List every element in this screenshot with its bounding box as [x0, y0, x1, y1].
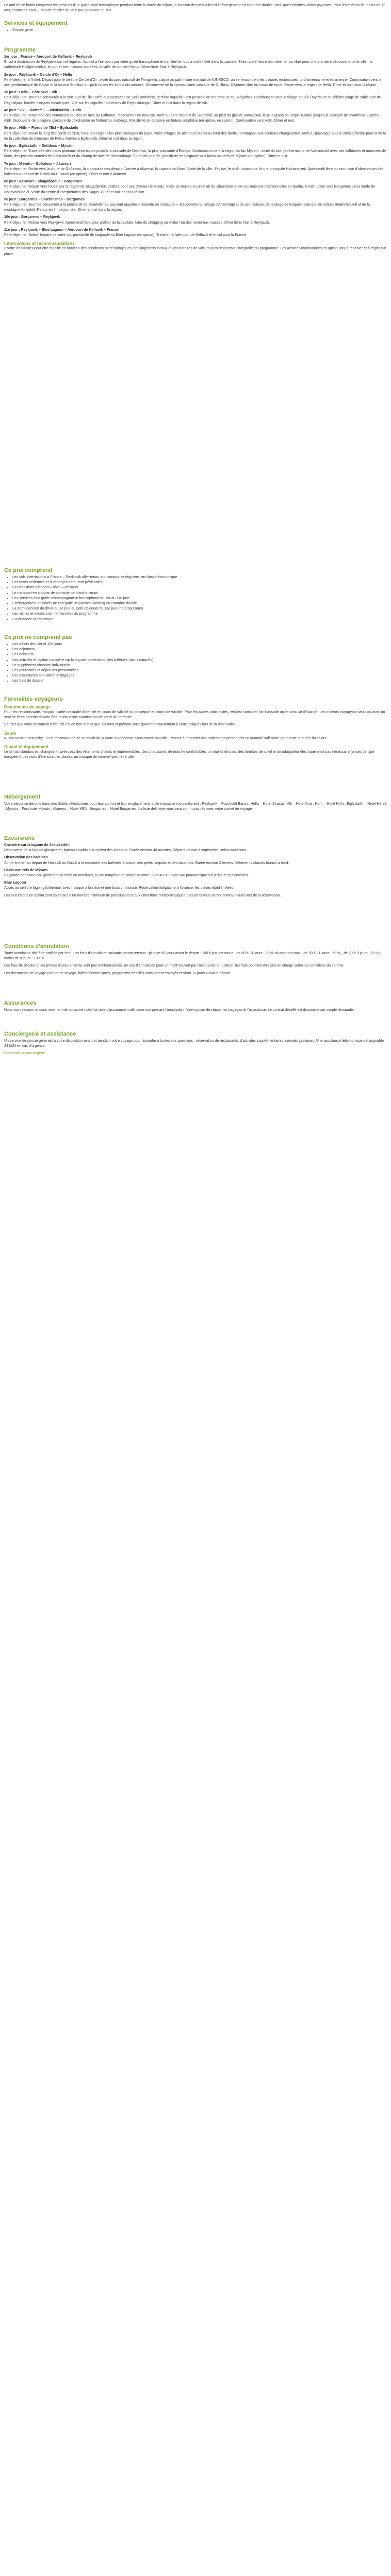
list-item: • Les visites et excursions mentionnées au programme — [12, 612, 387, 617]
day-11 — [4, 228, 387, 238]
services-list — [4, 28, 387, 33]
formalities-title: Formalités voyageurs — [4, 696, 63, 702]
day-text: Petit-déjeuner. Route le long des fjords de l'Est, l'une des régions les plus sauvages du pays. Petits villages de pêcheurs blottis au fond des fjords, montagnes aux couleurs changeantes. Arrêt à Djúpivogur puis à Stöðvarfjörður pour la visite de la collection de minéraux de Petra. Arrivée à Egilsstaðir. Dîner et nuit dans la région. — [4, 131, 386, 141]
day-heading: 2e jour : Reykjavik – Cercle d'Or – Hella — [4, 73, 72, 77]
excursion-heading: Bains naturels de Mývatn — [4, 868, 48, 872]
concierge-text: Un service de conciergerie est à votre disposition avant et pendant votre voyage pour répondre à toutes vos questions : réservation de restaurants, d'activités supplémentaires, conseils pratiques. Une assistance téléphonique est joignable 24 h/24 en cas d'urgence. — [4, 1039, 384, 1048]
day-9 — [4, 197, 387, 213]
excursions-title: Excursions — [4, 835, 35, 841]
conditions-text: Les frais de dossier et les primes d'assurance ne sont pas remboursables. En cas d'annulation pour un motif couvert par l'assurance annulation, les frais pourront être pris en charge selon les conditions du contrat. — [4, 964, 344, 968]
hotels-text: Votre séjour se déroule dans des hôtels sélectionnés pour leur confort et leur emplacement. Liste indicative (ou similaires) : Reykjavik – Fosshotel Baron ; Hella – Hotel Stracta ; Vík – Hotel Kría ; Höfn – Hotel Höfn ; Egilsstaðir – Hotel Hérað ; Mývatn – Fosshotel Mývatn ; Akureyri – Hotel KEA ; Borgarnes – Hotel Borgarnes. La liste définitive vous sera communiquée avec votre carnet de voyage. — [4, 802, 387, 811]
travel-docs-text: Les documents de voyage (carnet de voyage, billets électroniques, programme détaillé) vous seront envoyés environ 10 jours avant le départ. — [4, 971, 231, 975]
excursion-item — [4, 868, 387, 878]
intro-section — [4, 3, 387, 15]
intro-text: Le tarif de ce forfait comprend les services d'un guide local francophone pendant toute la durée du séjour, la location des véhicules et l'hébergement en chambre double, ainsi que certaines visites payantes. Pour les enfants de moins de 12 ans, contactez-nous. Frais de dossier de 35 € par personne en sus. — [4, 4, 385, 13]
day-4 — [4, 108, 387, 124]
day-text: Petit-déjeuner. Route vers la chute de Goðafoss, la « cascade des dieux ». Arrivée à Akureyri, la capitale du Nord. Visite de la ville : l'église, le jardin botanique, la rue principale Hafnarstræti. Après-midi libre ou excursion d'observation des baleines au départ de Dalvík ou Húsavík (en option). Dîner et nuit à Akureyri. — [4, 167, 384, 177]
excluded-section — [4, 634, 387, 686]
excursion-heading: Blue Lagoon — [4, 881, 26, 885]
formalities-section — [4, 696, 387, 762]
day-heading: 10e jour : Borgarnes – Reykjavik — [4, 215, 60, 219]
day-7 — [4, 162, 387, 178]
day-3 — [4, 90, 387, 106]
excursion-heading: Observation des baleines — [4, 856, 48, 860]
day-text: Petit-déjeuner à l'hôtel. Départ pour le célèbre Cercle d'Or : visite du parc national de Thingvellir, classé au patrimoine mondial de l'UNESCO, où se rencontrent les plaques tectoniques nord-américaine et eurasienne. Continuation vers le site géothermique de Geysir et la source Strokkur qui jaillit toutes les cinq à dix minutes. Découverte de la spectaculaire cascade de Gullfoss. Déjeuner libre en cours de route. Route vers la région de Hella. Dîner et nuit dans la région. — [4, 78, 382, 88]
list-item: • Les vols internationaux France – Reykjavik aller-retour sur compagnie régulière, en classe économique — [12, 575, 387, 580]
day-heading: 9e jour : Borgarnes – Snæfellsnes – Borgarnes — [4, 197, 85, 201]
day-text: Petit-déjeuner. Traversée des hauts plateaux désertiques jusqu'à la cascade de Dettifoss, la plus puissante d'Europe. Continuation vers la région du lac Mývatn : visite du site géothermique de Námaskarð avec ses solfatares et marmites de boue, des pseudo-cratères de Skútustaðir et du champ de lave de Dimmuborgir. En fin de journée, possibilité de baignade aux bains naturels de Mývatn (en option). Dîner et nuit. — [4, 149, 386, 159]
day-2 — [4, 73, 387, 89]
included-title: Ce prix comprend — [4, 567, 53, 573]
excursions-note: Les excursions en option sont soumises à un nombre minimum de participants et aux conditions météorologiques. Les tarifs vous seront communiqués lors de la réservation. — [4, 893, 281, 897]
list-item: • Le supplément chambre individuelle — [12, 663, 387, 668]
list-item: • Les taxes aériennes et surcharges carburant (révisables) — [12, 580, 387, 585]
list-item: • Les pourboires et dépenses personnelles — [12, 668, 387, 673]
list-item: • Les boissons — [12, 652, 387, 657]
excursions-section — [4, 835, 387, 901]
climate-title: Climat et équipement — [4, 743, 48, 749]
day-heading: 5e jour : Höfn – Fjords de l'Est – Egilsstaðir — [4, 126, 79, 130]
hotels-title: Hébergement — [4, 794, 41, 800]
day-1 — [4, 55, 387, 71]
excluded-title: Ce prix ne comprend pas — [4, 634, 72, 640]
programme-note-title: Informations et recommandations — [4, 241, 75, 246]
day-text: Petit-déjeuner. Retour vers Reykjavik. Après-midi libre pour profiter de la capitale, faire du shopping ou visiter l'un des nombreux musées. Dîner libre. Nuit à Reykjavik. — [4, 221, 270, 225]
included-section — [4, 567, 387, 624]
health-title: Santé — [4, 730, 17, 736]
day-text: Petit-déjeuner. Selon l'horaire de votre vol, possibilité de baignade au Blue Lagoon (en option). Transfert à l'aéroport de Keflavik et envol pour la France. — [4, 233, 248, 238]
formalities-text: Vérifiez que votre document d'identité est en bon état et que les nom et prénom correspondent exactement à ceux indiqués lors de la réservation. — [4, 723, 237, 727]
day-8 — [4, 179, 387, 195]
day-6 — [4, 144, 387, 160]
day-heading: 7e jour : Mývatn – Goðafoss – Akureyri — [4, 162, 71, 166]
excursion-item — [4, 843, 387, 853]
concierge-section — [4, 1030, 387, 1057]
programme-title: Programme — [4, 47, 36, 53]
day-text: Petit-déjeuner. Départ vers l'ouest par la région de Skagafjörður, célèbre pour ses chevaux islandais. Visite du musée en plein air de Glaumbær et de ses maisons traditionnelles en tourbe. Continuation vers Borgarnes via la lande de Holtavörðuheiði. Visite du centre d'interprétation des Sagas. Dîner et nuit dans la région. — [4, 185, 376, 194]
day-text: Petit-déjeuner. Journée consacrée à la côte sud de l'île : arrêt aux cascades de Seljalandsfoss, derrière laquelle il est possible de marcher, et de Skógafoss. Continuation vers le village de Vík í Mýrdal et sa célèbre plage de sable noir de Reynisfjara, bordée d'orgues basaltiques. Vue sur les aiguilles rocheuses de Reynisdrangar. Dîner et nuit dans la région de Vík. — [4, 96, 381, 105]
health-text: Aucun vaccin n'est exigé. Il est recommandé de se munir de la carte européenne d'assurance maladie. Pensez à emporter vos traitements personnels en quantité suffisante pour toute la durée du séjour. — [4, 736, 328, 740]
services-section — [4, 20, 387, 35]
excursion-text: Baignade dans une eau géothermale riche en minéraux, à une température comprise entre 36 et 40 °C, avec vue panoramique sur le lac et ses environs. — [4, 874, 249, 878]
insurance-text: Nous vous recommandons vivement de souscrire notre formule d'assurance multirisque comprenant l'annulation, l'interruption de séjour, les bagages et l'assistance. Le contrat détaillé est disponible sur simple demande. — [4, 1008, 354, 1012]
included-list — [4, 575, 387, 622]
climate-text: Le climat islandais est changeant : prévoyez des vêtements chauds et imperméables, des chaussures de marche confortables, un maillot de bain, des lunettes de soleil et un adaptateur électrique n'est pas nécessaire (prises de type européen). Les nuits d'été sont très claires, un masque de sommeil peut être utile. — [4, 750, 374, 759]
day-heading: 11e jour : Reykjavik – Blue Lagoon – Aéroport de Keflavik – France — [4, 228, 119, 232]
list-item: • La demi-pension du dîner du 2e jour au petit-déjeuner du 11e jour (hors boissons) — [12, 606, 387, 612]
day-5 — [4, 126, 387, 142]
list-item: • L'hébergement en hôtels de catégorie 3* (normes locales) en chambre double — [12, 601, 387, 606]
day-text: Petit-déjeuner. Traversée des immenses coulées de lave du Eldhraun, recouvertes de mousse. Arrêt au parc national de Skaftafell, au pied du glacier Vatnajökull, le plus grand d'Europe. Balade jusqu'à la cascade de Svartifoss. L'après-midi, découverte de la lagune glaciaire de Jökulsárlón où flottent les icebergs. Possibilité de croisière en bateau amphibie (en option, en saison). Continuation vers Höfn. Dîner et nuit. — [4, 114, 380, 123]
list-item: • Le transport en autocar de tourisme pendant le circuit — [12, 591, 387, 596]
list-item: • Conciergerie — [12, 28, 387, 33]
day-text: Envol à destination de Reykjavik sur vol régulier. Accueil à l'aéroport par votre guide francophone et transfert en bus à votre hôtel dans la capitale. Selon votre heure d'arrivée, temps libre pour une première découverte de la ville : la cathédrale Hallgrímskirkja, le port et ses maisons colorées, la salle de concert Harpa. Dîner libre. Nuit à Reykjavik. — [4, 60, 372, 70]
excursion-text: Sortie en mer au départ de Húsavík ou Dalvík à la rencontre des baleines à bosse, des petits rorquals et des dauphins. Durée environ 3 heures. Vêtements chauds fournis à bord. — [4, 861, 289, 865]
concierge-link[interactable]: Contactez la conciergerie — [4, 1052, 45, 1056]
conditions-section — [4, 943, 387, 978]
day-10 — [4, 215, 387, 225]
list-item: • Les activités en option (croisière sur la lagune, observation des baleines, bains naturels) — [12, 658, 387, 663]
conditions-text: Toute annulation doit être notifiée par écrit. Les frais d'annulation suivants seront retenus : plus de 60 jours avant le départ : 150 € par personne ; de 60 à 31 jours : 25 % du montant total ; de 30 à 21 jours : 50 % ; de 20 à 8 jours : 75 % ; moins de 8 jours : 100 %. — [4, 952, 381, 961]
excursion-text: Découverte de la lagune glaciaire en bateau amphibie au milieu des icebergs. Durée environ 40 minutes. Départs de mai à septembre, selon conditions. — [4, 849, 248, 853]
excursion-item — [4, 880, 387, 891]
hotels-section — [4, 793, 387, 814]
insurance-title: Assurances — [4, 1000, 37, 1006]
day-heading: 4e jour : Vik – Skaftafell – Jökulsárlón – Höfn — [4, 108, 82, 112]
list-item: • Les services d'un guide-accompagnateur francophone du 1er au 11e jour — [12, 596, 387, 601]
excluded-list — [4, 642, 387, 684]
programme-note: L'ordre des visites peut être modifié en fonction des conditions météorologiques, des impératifs locaux et des horaires de vols, tout en respectant l'intégralité du programme. Les activités mentionnées en option sont à réserver et à régler sur place. — [4, 247, 386, 256]
programme-section — [4, 46, 387, 259]
formalities-text: Pour les ressortissants français : carte nationale d'identité en cours de validité ou passeport en cours de validité. Pour les autres nationalités, veuillez consulter l'ambassade ou le consulat d'Islande. Les mineurs voyageant seuls ou avec un seul de leurs parents doivent être munis d'une autorisation de sortie du territoire. — [4, 710, 385, 720]
list-item: • Les dîners des 1er et 10e jours — [12, 642, 387, 647]
day-heading: 6e jour : Egilsstaðir – Dettifoss – Mývatn — [4, 144, 74, 148]
day-text: Petit-déjeuner. Journée consacrée à la péninsule de Snæfellsnes, souvent appelée « l'Islande en miniature ». Découverte du village d'Arnarstapi et de ses falaises, de la plage de Djúpalónssandur, du volcan Snæfellsjökull et de la montagne Kirkjufell. Retour en fin de journée. Dîner et nuit dans la région. — [4, 203, 370, 212]
excursion-heading: Croisière sur la lagune de Jökulsárlón — [4, 843, 70, 847]
concierge-title: Conciergerie et assistance — [4, 1031, 76, 1037]
services-title: Services et équipement — [4, 20, 68, 26]
list-item: • Les frais de dossier — [12, 679, 387, 684]
list-item: • Les assurances annulation et bagages — [12, 673, 387, 679]
list-item: • L'assistance rapatriement — [12, 617, 387, 622]
excursion-item — [4, 855, 387, 866]
insurance-section — [4, 999, 387, 1015]
conditions-title: Conditions d'annulation — [4, 943, 69, 950]
day-heading: 8e jour : Akureyri – Skagafjörður – Borgarnes — [4, 180, 83, 184]
day-heading: 1er jour : France – Aéroport de Keflavik – Reykjavik — [4, 55, 92, 59]
list-item: • Les transferts aéroport – hôtel – aéroport — [12, 585, 387, 590]
excursion-text: Accès au célèbre lagon géothermal, avec masque à la silice et une boisson incluse. Réservation obligatoire à l'avance, les places étant limitées. — [4, 886, 235, 890]
day-heading: 3e jour : Hella – Côte Sud – Vik — [4, 91, 57, 95]
list-item: • Les déjeuners — [12, 647, 387, 652]
formalities-subtitle: Documents de voyage — [4, 704, 51, 709]
